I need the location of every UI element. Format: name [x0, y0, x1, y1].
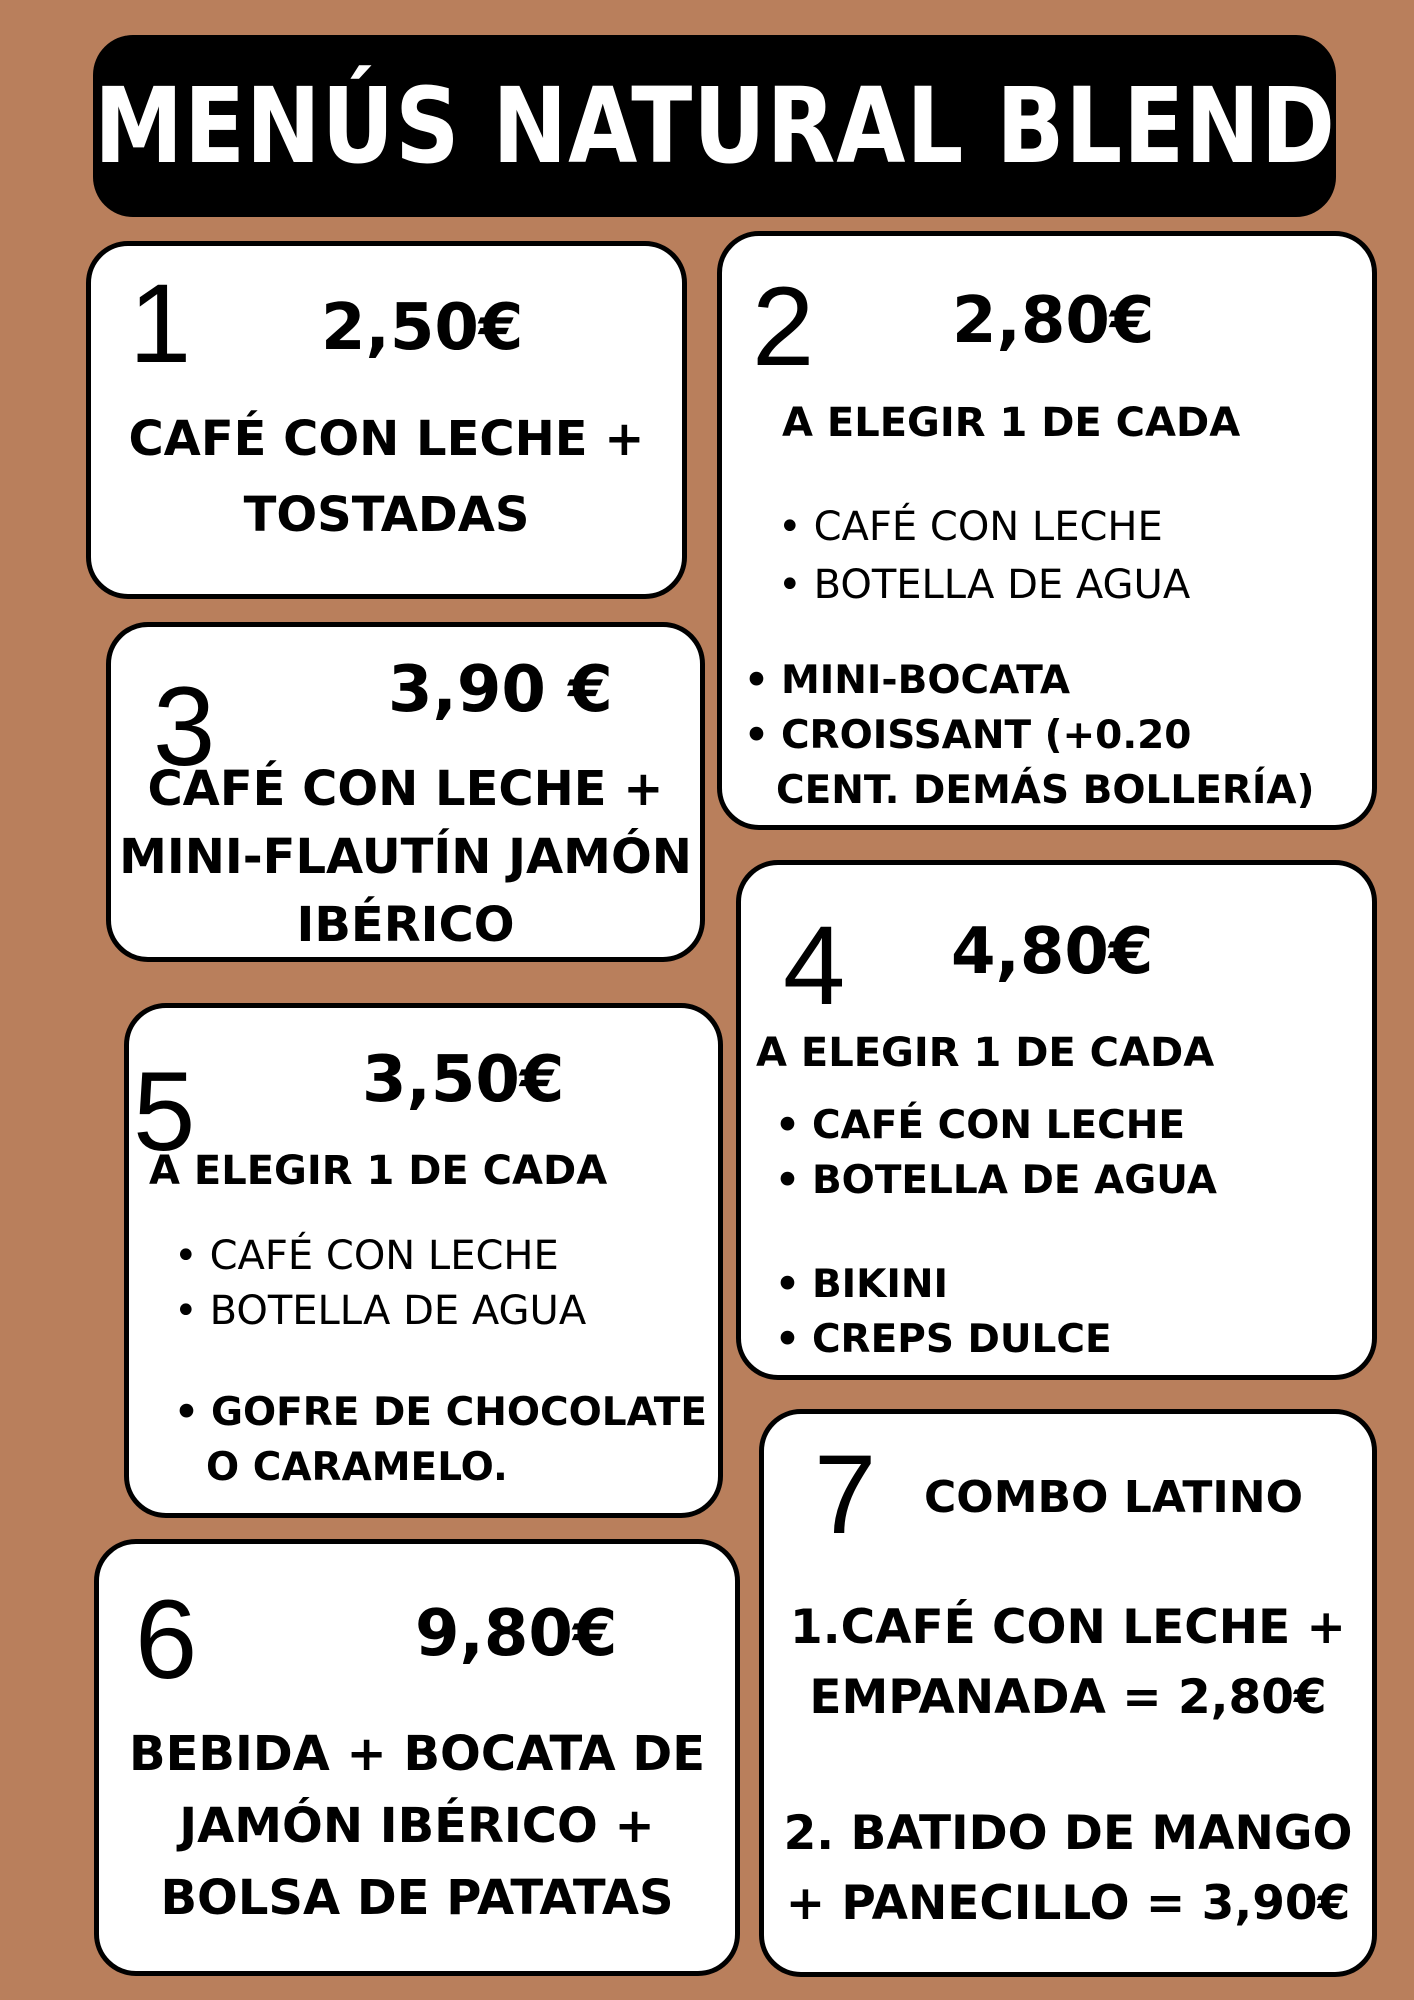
menu-number: 3	[153, 664, 216, 789]
combo-name: COMBO LATINO	[924, 1472, 1304, 1523]
menu-card-1	[86, 241, 687, 599]
menu-description	[91, 401, 682, 553]
food-option: • MINI-BOCATA	[744, 653, 1314, 708]
menu-number: 6	[135, 1577, 198, 1702]
food-options	[744, 653, 1314, 818]
drink-option: • BOTELLA DE AGUA	[778, 556, 1190, 614]
menu-subtitle: A ELEGIR 1 DE CADA	[782, 400, 1241, 446]
menu-card-6	[94, 1539, 740, 1976]
menu-card-3	[106, 622, 705, 962]
menu-number: 5	[133, 1049, 196, 1174]
description-line: JAMÓN IBÉRICO +	[179, 1798, 655, 1854]
page-title: MENÚS NATURAL BLEND	[93, 65, 1336, 187]
menu-price: 3,50€	[362, 1043, 565, 1117]
menu-price: 3,90 €	[388, 653, 613, 727]
drink-option: • CAFÉ CON LECHE	[174, 1229, 586, 1284]
drink-option: • BOTELLA DE AGUA	[174, 1284, 586, 1339]
menu-card-7	[759, 1409, 1377, 1977]
food-options	[174, 1385, 707, 1495]
combo-line: + PANECILLO = 3,90€	[785, 1876, 1351, 1931]
drink-option: • BOTELLA DE AGUA	[775, 1153, 1217, 1208]
food-option: • CROISSANT (+0.20	[744, 708, 1314, 763]
menu-subtitle: A ELEGIR 1 DE CADA	[149, 1148, 608, 1194]
menu-card-5	[124, 1003, 723, 1518]
menu-card-4	[736, 860, 1377, 1380]
food-option: • BIKINI	[775, 1257, 1112, 1312]
menu-number: 1	[129, 261, 192, 386]
food-options	[775, 1257, 1112, 1367]
title-banner	[93, 35, 1336, 217]
description-line: CAFÉ CON LECHE +	[147, 761, 664, 817]
description-line: BEBIDA + BOCATA DE	[129, 1726, 705, 1782]
combo-spacer	[764, 1733, 1372, 1799]
menu-price: 9,80€	[415, 1597, 618, 1671]
description-line: BOLSA DE PATATAS	[160, 1870, 674, 1926]
menu-subtitle: A ELEGIR 1 DE CADA	[756, 1030, 1215, 1076]
combo-line: EMPANADA = 2,80€	[809, 1670, 1327, 1725]
menu-price: 4,80€	[951, 915, 1154, 989]
menu-description	[99, 1718, 735, 1934]
combo-line: 2. BATIDO DE MANGO	[783, 1806, 1353, 1861]
description-line: TOSTADAS	[243, 487, 530, 543]
menu-number: 2	[752, 264, 815, 389]
menu-number: 7	[814, 1432, 877, 1557]
menu-price: 2,80€	[952, 284, 1155, 358]
menu-description	[111, 755, 700, 959]
food-option: • GOFRE DE CHOCOLATE	[174, 1385, 707, 1440]
combo-line: 1.CAFÉ CON LECHE +	[790, 1600, 1346, 1655]
combo-description	[764, 1593, 1372, 1939]
drink-options	[778, 498, 1190, 614]
food-option: • CREPS DULCE	[775, 1312, 1112, 1367]
menu-price: 2,50€	[321, 291, 524, 365]
food-option-note: CENT. DEMÁS BOLLERÍA)	[776, 768, 1315, 813]
description-line: MINI-FLAUTÍN JAMÓN	[119, 829, 692, 885]
drink-options	[775, 1098, 1217, 1208]
description-line: IBÉRICO	[296, 897, 515, 953]
drink-option: • CAFÉ CON LECHE	[775, 1098, 1217, 1153]
drink-option: • CAFÉ CON LECHE	[778, 498, 1190, 556]
drink-options	[174, 1229, 586, 1339]
menu-number: 4	[783, 903, 846, 1028]
food-option-note: O CARAMELO.	[206, 1445, 508, 1490]
menu-card-2	[717, 231, 1377, 830]
description-line: CAFÉ CON LECHE +	[128, 411, 645, 467]
